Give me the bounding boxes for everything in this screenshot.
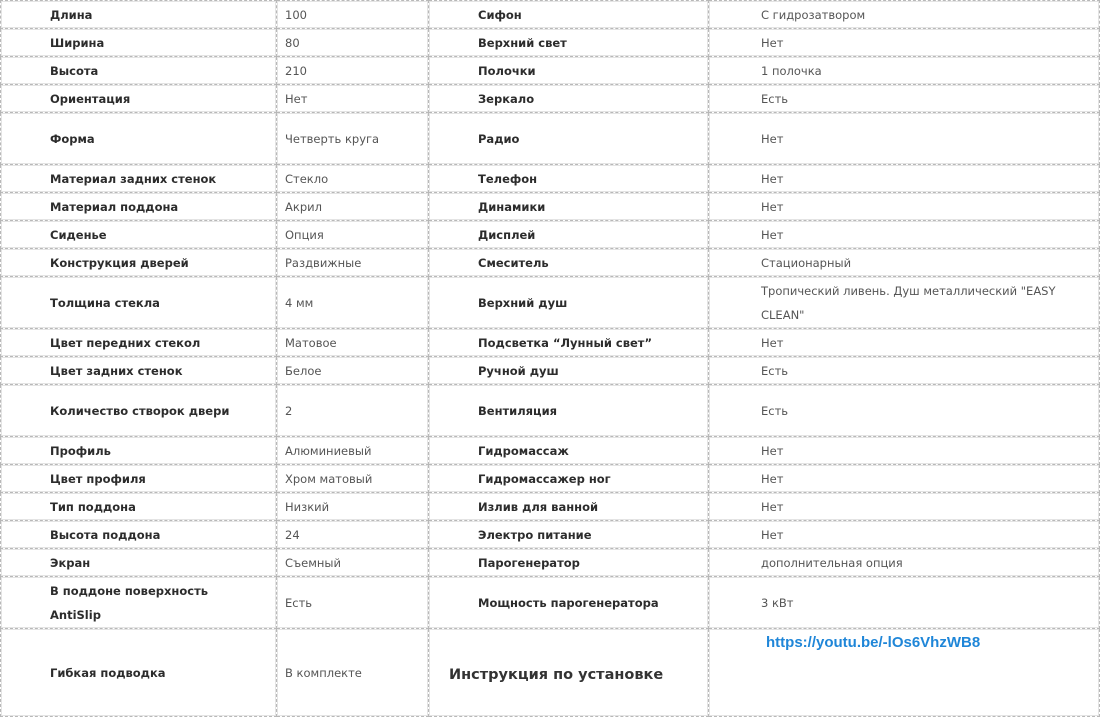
param-name: Смеситель (429, 249, 709, 277)
param-name: Цвет передних стекол (1, 329, 277, 357)
param-name: Количество створок двери (1, 385, 277, 437)
param-value: Нет (709, 437, 1100, 465)
param-value: 80 (277, 29, 429, 57)
param-name: Толщина стекла (1, 277, 277, 329)
table-row (1, 165, 1100, 193)
param-value: С гидрозатвором (709, 1, 1100, 29)
param-value: 210 (277, 57, 429, 85)
instruction-label: Инструкция по установке (449, 666, 664, 683)
param-name: Мощность парогенератора (429, 577, 709, 629)
param-value: 24 (277, 521, 429, 549)
param-value: Опция (277, 221, 429, 249)
param-name: Профиль (1, 437, 277, 465)
param-value: Нет (709, 465, 1100, 493)
param-value: Стекло (277, 165, 429, 193)
param-name: Электро питание (429, 521, 709, 549)
table-row (1, 465, 1100, 493)
param-value: Есть (709, 385, 1100, 437)
table-row (1, 329, 1100, 357)
param-name: Верхний душ (429, 277, 709, 329)
param-name: Цвет профиля (1, 465, 277, 493)
param-value: 3 кВт (709, 577, 1100, 629)
instruction-cell (429, 629, 709, 717)
table-row (1, 437, 1100, 465)
param-value: Акрил (277, 193, 429, 221)
param-value: Нет (709, 193, 1100, 221)
param-value: Низкий (277, 493, 429, 521)
table-row (1, 57, 1100, 85)
param-name: Динамики (429, 193, 709, 221)
param-name: Верхний свет (429, 29, 709, 57)
param-value: Стационарный (709, 249, 1100, 277)
param-name: Полочки (429, 57, 709, 85)
table-row (1, 85, 1100, 113)
param-value: Есть (709, 357, 1100, 385)
param-value: 4 мм (277, 277, 429, 329)
param-name: Подсветка “Лунный свет” (429, 329, 709, 357)
param-name: Зеркало (429, 85, 709, 113)
table-row (1, 277, 1100, 329)
param-name: Высота (1, 57, 277, 85)
param-name: Ширина (1, 29, 277, 57)
param-value: Нет (709, 521, 1100, 549)
specifications-body (1, 1, 1100, 717)
param-value: Съемный (277, 549, 429, 577)
table-row (1, 493, 1100, 521)
param-name: Цвет задних стенок (1, 357, 277, 385)
param-name: Сифон (429, 1, 709, 29)
param-value: Нет (709, 221, 1100, 249)
table-row (1, 249, 1100, 277)
param-value: Матовое (277, 329, 429, 357)
param-name: Высота поддона (1, 521, 277, 549)
table-row (1, 629, 1100, 717)
param-name: Форма (1, 113, 277, 165)
table-row (1, 521, 1100, 549)
param-name: Сиденье (1, 221, 277, 249)
table-row (1, 577, 1100, 629)
param-value: Раздвижные (277, 249, 429, 277)
param-value: Нет (709, 113, 1100, 165)
param-name: Гидромассаж (429, 437, 709, 465)
param-name: Ориентация (1, 85, 277, 113)
table-row (1, 1, 1100, 29)
table-row (1, 221, 1100, 249)
param-name: Телефон (429, 165, 709, 193)
param-value: В комплекте (277, 629, 429, 717)
param-value: дополнительная опция (709, 549, 1100, 577)
param-value: Хром матовый (277, 465, 429, 493)
param-value: Алюминиевый (277, 437, 429, 465)
param-value: Нет (709, 329, 1100, 357)
param-value: Нет (709, 493, 1100, 521)
param-name: Парогенератор (429, 549, 709, 577)
param-value: Нет (709, 165, 1100, 193)
table-row (1, 29, 1100, 57)
table-row (1, 113, 1100, 165)
param-value: Белое (277, 357, 429, 385)
table-row (1, 549, 1100, 577)
instruction-link-cell (709, 629, 1100, 717)
param-name: Материал поддона (1, 193, 277, 221)
param-value: 100 (277, 1, 429, 29)
param-name: Конструкция дверей (1, 249, 277, 277)
param-name: Материал задних стенок (1, 165, 277, 193)
param-value: Есть (709, 85, 1100, 113)
param-name: В поддоне поверхность AntiSlip (1, 577, 277, 629)
param-value: 2 (277, 385, 429, 437)
param-name: Ручной душ (429, 357, 709, 385)
param-name: Радио (429, 113, 709, 165)
table-row (1, 193, 1100, 221)
param-value: Есть (277, 577, 429, 629)
param-value: Нет (709, 29, 1100, 57)
param-name: Гибкая подводка (1, 629, 277, 717)
param-name: Вентиляция (429, 385, 709, 437)
param-value: Тропический ливень. Душ металлический "EASY CLEAN" (709, 277, 1100, 329)
table-row (1, 385, 1100, 437)
table-row (1, 357, 1100, 385)
param-value: 1 полочка (709, 57, 1100, 85)
param-name: Длина (1, 1, 277, 29)
param-name: Тип поддона (1, 493, 277, 521)
param-name: Излив для ванной (429, 493, 709, 521)
param-name: Экран (1, 549, 277, 577)
param-value: Нет (277, 85, 429, 113)
youtube-link[interactable]: https://youtu.be/-lOs6VhzWB8 (766, 634, 981, 651)
param-name: Дисплей (429, 221, 709, 249)
param-value: Четверть круга (277, 113, 429, 165)
param-name: Гидромассажер ног (429, 465, 709, 493)
